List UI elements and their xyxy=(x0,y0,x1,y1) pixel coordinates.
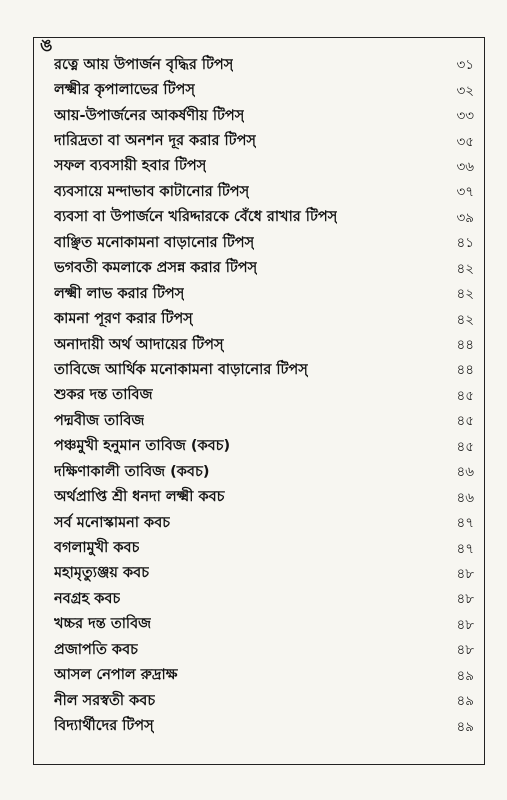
toc-entry xyxy=(54,664,474,689)
toc-entry-title: লক্ষ্মী লাভ করার টিপস্ xyxy=(54,285,185,302)
toc-entry-page: ৩১ xyxy=(456,57,474,74)
page-number: ঙ xyxy=(40,36,53,56)
toc-entry xyxy=(54,53,474,78)
table-of-contents xyxy=(54,53,474,740)
toc-entry-title: লক্ষ্মীর কৃপালাভের টিপস্ xyxy=(54,82,195,99)
toc-entry-page: ৩৭ xyxy=(456,184,474,201)
toc-entry-title: দারিদ্রতা বা অনশন দূর করার টিপস্ xyxy=(54,133,256,150)
toc-entry-page: ৪৫ xyxy=(456,438,474,455)
toc-entry-page: ৪২ xyxy=(456,286,474,303)
toc-entry-title: নীল সরস্বতী কবচ xyxy=(54,692,156,709)
toc-entry xyxy=(54,613,474,638)
toc-entry-title: ব্যবসা বা উপার্জনে খরিদ্দারকে বেঁধে রাখার টিপস্ xyxy=(54,209,338,226)
toc-entry-page: ৪৫ xyxy=(456,387,474,404)
toc-entry xyxy=(54,460,474,485)
toc-entry-page: ৪৯ xyxy=(456,693,474,710)
toc-entry-title: প্রজাপতি কবচ xyxy=(54,641,138,658)
toc-entry-page: ৪৬ xyxy=(456,489,474,506)
toc-entry-page: ৪৮ xyxy=(456,642,474,659)
toc-entry-title: বাঞ্ছিত মনোকামনা বাড়ানোর টিপস্ xyxy=(54,234,255,251)
toc-entry-page: ৩২ xyxy=(456,82,474,99)
toc-entry-title: পদ্মবীজ তাবিজ xyxy=(54,412,145,429)
toc-entry xyxy=(54,206,474,231)
toc-entry-title: সর্ব মনোস্কামনা কবচ xyxy=(54,514,171,531)
toc-entry xyxy=(54,689,474,714)
toc-entry-page: ৪৪ xyxy=(456,337,474,354)
toc-entry-title: খচ্চর দন্ত তাবিজ xyxy=(54,616,152,633)
toc-entry-title: কামনা পূরণ করার টিপস্ xyxy=(54,311,193,328)
toc-entry-title: রত্নে আয় উপার্জন বৃদ্ধির টিপস্ xyxy=(54,56,234,73)
toc-entry xyxy=(54,435,474,460)
toc-entry-page: ৪৯ xyxy=(456,718,474,735)
toc-entry xyxy=(54,104,474,129)
toc-entry xyxy=(54,333,474,358)
toc-entry xyxy=(54,282,474,307)
toc-entry-title: দক্ষিণাকালী তাবিজ (কবচ) xyxy=(54,463,210,480)
toc-entry-page: ৪১ xyxy=(456,235,474,252)
toc-entry xyxy=(54,714,474,739)
toc-entry xyxy=(54,384,474,409)
toc-entry-page: ৪২ xyxy=(456,311,474,328)
toc-entry-title: ভগবতী কমলাকে প্রসন্ন করার টিপস্ xyxy=(54,260,258,277)
toc-entry-title: পঞ্চমুখী হনুমান তাবিজ (কবচ) xyxy=(54,438,231,455)
toc-entry-page: ৪৮ xyxy=(456,591,474,608)
toc-entry-page: ৪৮ xyxy=(456,616,474,633)
toc-entry-page: ৩৯ xyxy=(456,209,474,226)
toc-entry-title: শুকর দন্ত তাবিজ xyxy=(54,387,153,404)
toc-entry xyxy=(54,307,474,332)
toc-entry-page: ৩৫ xyxy=(456,133,474,150)
toc-entry xyxy=(54,231,474,256)
toc-entry-page: ৪৮ xyxy=(456,565,474,582)
toc-entry xyxy=(54,129,474,154)
toc-entry-page: ৩৬ xyxy=(456,158,474,175)
toc-entry xyxy=(54,155,474,180)
toc-entry xyxy=(54,358,474,383)
toc-entry xyxy=(54,409,474,434)
toc-entry xyxy=(54,638,474,663)
toc-entry-page: ৩৩ xyxy=(456,108,474,125)
toc-entry-title: ব্যবসায়ে মন্দাভাব কাটানোর টিপস্ xyxy=(54,183,250,200)
toc-entry xyxy=(54,257,474,282)
toc-entry xyxy=(54,536,474,561)
toc-entry xyxy=(54,511,474,536)
toc-entry-title: বিদ্যার্থীদের টিপস্ xyxy=(54,718,154,735)
toc-entry xyxy=(54,180,474,205)
toc-entry-page: ৪২ xyxy=(456,260,474,277)
toc-entry-page: ৪৭ xyxy=(456,540,474,557)
toc-entry-page: ৪৭ xyxy=(456,515,474,532)
toc-entry-page: ৪৬ xyxy=(456,464,474,481)
toc-entry-title: অনাদায়ী অর্থ আদায়ের টিপস্ xyxy=(54,336,224,353)
toc-entry xyxy=(54,78,474,103)
toc-entry-title: সফল ব্যবসায়ী হবার টিপস্ xyxy=(54,158,207,175)
toc-entry-title: অর্থপ্রাপ্তি শ্রী ধনদা লক্ষ্মী কবচ xyxy=(54,489,225,506)
toc-entry xyxy=(54,562,474,587)
toc-entry xyxy=(54,587,474,612)
toc-entry-title: বগলামুখী কবচ xyxy=(54,540,140,557)
toc-entry xyxy=(54,485,474,510)
toc-entry-title: আসল নেপাল রুদ্রাক্ষ xyxy=(54,667,178,684)
toc-entry-title: নবগ্রহ কবচ xyxy=(54,590,121,607)
toc-entry-page: ৪৪ xyxy=(456,362,474,379)
toc-entry-title: মহামৃত্যুঞ্জয় কবচ xyxy=(54,565,150,582)
toc-entry-title: তাবিজে আর্থিক মনোকামনা বাড়ানোর টিপস্ xyxy=(54,361,308,378)
toc-entry-title: আয়-উপার্জনের আকর্ষণীয় টিপস্ xyxy=(54,107,245,124)
toc-entry-page: ৪৯ xyxy=(456,667,474,684)
toc-entry-page: ৪৫ xyxy=(456,413,474,430)
